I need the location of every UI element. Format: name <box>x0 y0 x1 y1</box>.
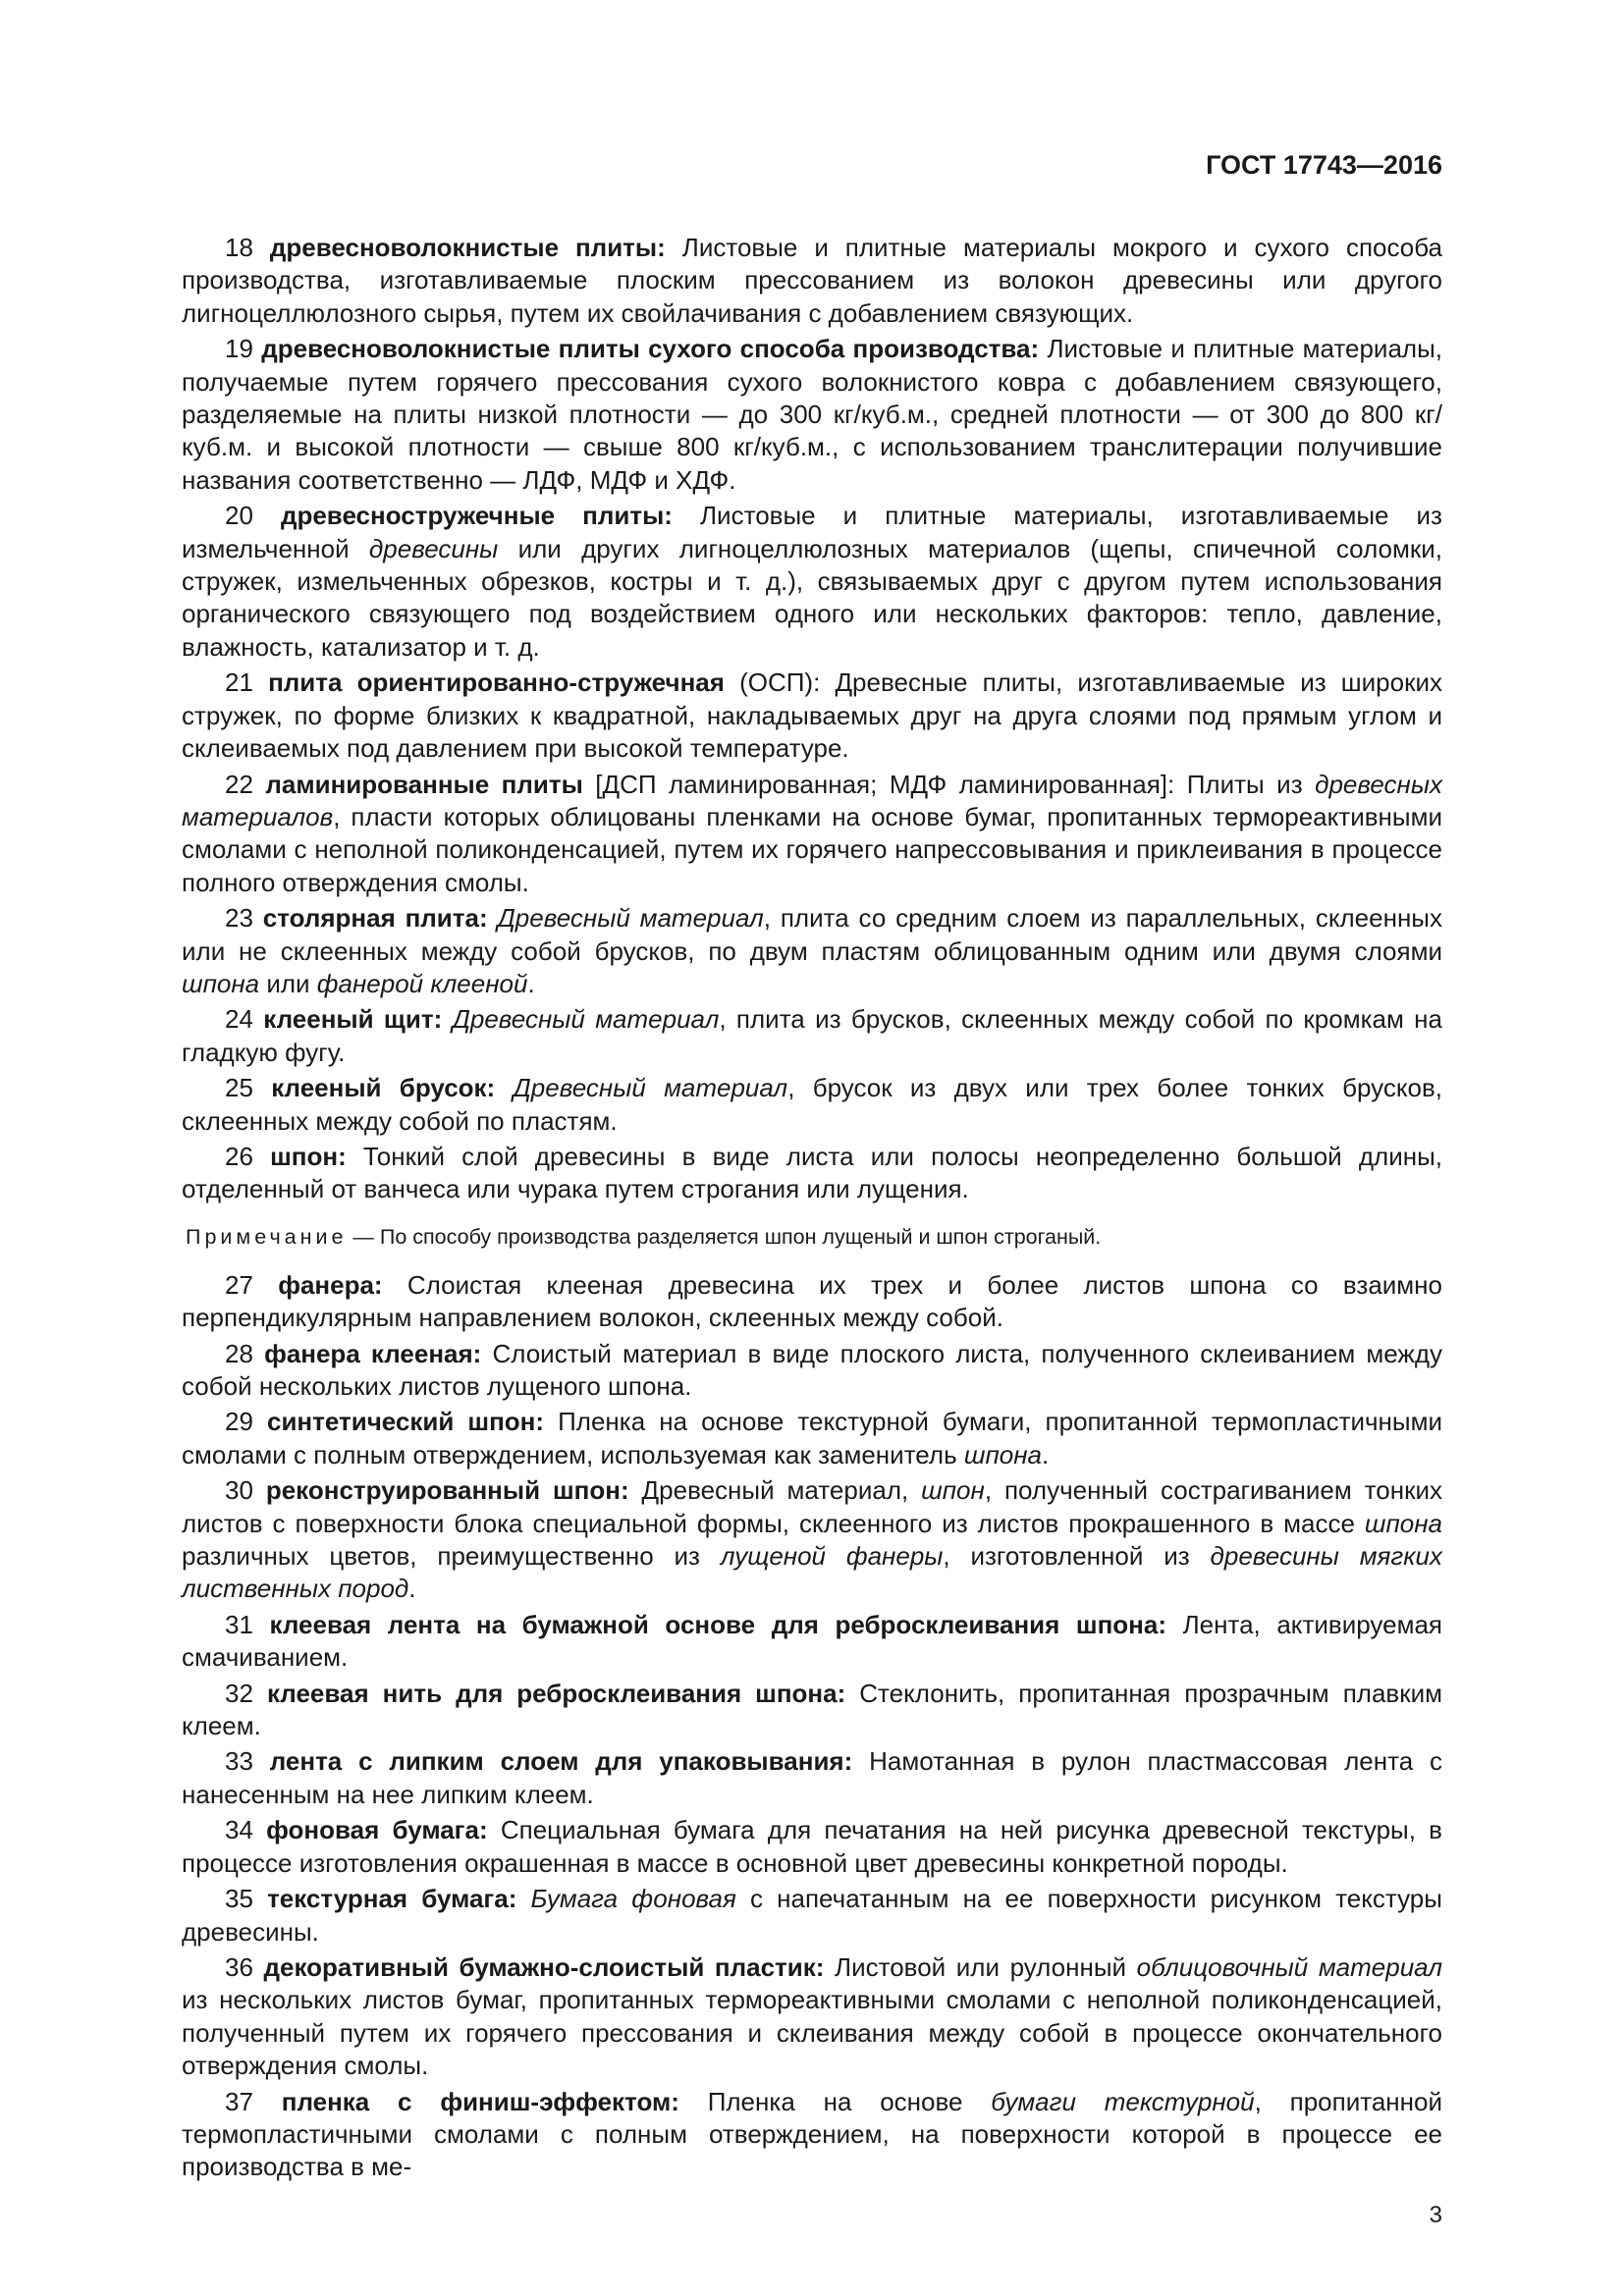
entry-text: . <box>527 968 535 998</box>
entry-text: , брусок из двух или трех более тонких брусков, склеенных между собой по пластям. <box>182 1073 1443 1136</box>
entry-text: Листовые и плитные материалы, изготавливаемые из измельченной <box>182 501 1442 563</box>
entry-text: , плита из брусков, склеенных между собой по кромкам на гладкую фугу. <box>182 1004 1442 1067</box>
entry-number: 36 <box>225 1951 253 1982</box>
entry-text: Листовой или рулонный <box>824 1951 1137 1982</box>
definitions-list <box>182 232 1442 1206</box>
definition-entry <box>182 1141 1442 1206</box>
definition-entry <box>182 232 1442 330</box>
definition-entry <box>182 1745 1442 1811</box>
entry-italic-text: шпона <box>1364 1508 1442 1538</box>
entry-text: Листовые и плитные материалы, получаемые путем горячего прессования сухого волокнистого ковра с добавлением связующего, разделяемые на плиты низкой плотности — до 300 кг/куб.м., средней плотности — от 300 до 800 кг/куб.м. и высокой плотности — свыше 800 кг/куб.м., с использованием транслитерации получившие названия соответственно — ЛДФ, МДФ и ХДФ. <box>182 334 1443 495</box>
entry-text: (ОСП): Древесные плиты, изготавливаемые из широких стружек, по форме близких к квадратной, накладываемых друг на друга слоями под прямым углом и склеиваемых под давлением при высокой температуре. <box>182 667 1443 764</box>
entry-term: синтетический шпон: <box>266 1407 545 1437</box>
entry-term: лента с липким слоем для упаковывания: <box>269 1746 853 1777</box>
entry-number: 23 <box>225 903 253 934</box>
page-number: 3 <box>1429 2202 1442 2228</box>
definition-entry <box>182 1474 1442 1606</box>
entry-text <box>442 1004 452 1034</box>
entry-italic-text: Древесный материал <box>513 1073 788 1103</box>
entry-text <box>516 1884 530 1913</box>
entry-number: 33 <box>225 1746 253 1777</box>
definition-entry <box>182 1003 1442 1069</box>
entry-text: . <box>1041 1439 1050 1469</box>
entry-text: Пленка на основе текстурной бумаги, пропитанной термопластичными смолами с полным отверждением, используемая как заменитель <box>182 1407 1442 1469</box>
entry-number: 30 <box>225 1475 253 1506</box>
entry-number: 37 <box>225 2086 253 2116</box>
entry-italic-text: облицовочный материал <box>1136 1951 1442 1982</box>
entry-term: клееный брусок: <box>271 1073 496 1103</box>
note-text: — По способу производства разделяется шпон лущеный и шпон строганый. <box>347 1224 1102 1249</box>
entry-text: различных цветов, преимущественно из <box>182 1541 721 1572</box>
entry-term: фанера клееная: <box>264 1338 482 1368</box>
entry-term: плита ориентированно-стружечная <box>268 667 725 698</box>
definition-entry <box>182 1406 1442 1471</box>
definition-entry <box>182 1883 1442 1949</box>
entry-number: 29 <box>225 1407 253 1437</box>
entry-text: Лента, активируемая смачиванием. <box>182 1609 1442 1673</box>
entry-term: клееный щит: <box>263 1004 443 1035</box>
entry-term: пленка с финиш-эффектом: <box>281 2086 679 2116</box>
entry-number: 35 <box>225 1884 253 1914</box>
entry-italic-text: лущеной фанеры <box>720 1541 944 1572</box>
definition-entry <box>182 500 1442 664</box>
entry-italic-text: Древесный материал <box>452 1004 720 1035</box>
entry-term: фоновая бумага: <box>266 1815 488 1845</box>
entry-text: , пласти которых облицованы пленками на основе бумаг, пропитанных термореактивными смолами с неполной поликонденсацией, путем их горячего напрессовывания и приклеивания в процессе полного отверждения смолы. <box>182 801 1442 897</box>
entry-term: реконструированный шпон: <box>265 1475 629 1506</box>
entry-text: Намотанная в рулон пластмассовая лента с нанесенным на нее липким клеем. <box>182 1746 1442 1809</box>
entry-number: 19 <box>225 334 253 364</box>
definitions-list-continued <box>182 1269 1442 2184</box>
entry-italic-text: шпон <box>921 1475 985 1506</box>
entry-number: 26 <box>225 1141 253 1171</box>
entry-text: Специальная бумага для печатания на ней рисунка древесной текстуры, в процессе изготовления окрашенная в массе в основной цвет древесины конкретной породы. <box>182 1815 1442 1878</box>
entry-italic-text: древесины мягких лиственных пород <box>182 1541 1442 1604</box>
entry-term: текстурная бумага: <box>267 1884 517 1914</box>
note-label: Примечание <box>186 1224 348 1249</box>
entry-text: , изготовленной из <box>943 1541 1211 1572</box>
entry-italic-text: фанерой клееной <box>316 968 528 998</box>
entry-term: клеевая нить для ребросклеивания шпона: <box>266 1678 846 1708</box>
entry-text: Древесный материал, <box>628 1475 922 1506</box>
entry-text: , пропитанной термопластичными смолами с полным отверждением, на поверхности которой в процессе ее производства в ме- <box>182 2086 1443 2182</box>
entry-text: Слоистый материал в виде плоского листа, полученного склеиванием между собой нескольких листов лущеного шпона. <box>182 1338 1442 1401</box>
definition-entry <box>182 1678 1442 1743</box>
entry-number: 18 <box>225 233 253 262</box>
definition-entry <box>182 1609 1442 1675</box>
entry-number: 34 <box>225 1815 253 1845</box>
note <box>182 1222 1442 1252</box>
entry-text: Слоистая клееная древесина их трех и более листов шпона со взаимно перпендикулярным направлением волокон, склеенных между собой. <box>182 1269 1443 1333</box>
entry-text: из нескольких листов бумаг, пропитанных термореактивными смолами с неполной поликонденсацией, полученный путем их горячего прессования и склеивания между собой в процессе окончательного отверждения смолы. <box>182 1985 1442 2081</box>
entry-italic-text: древесных материалов <box>182 769 1442 831</box>
entry-number: 24 <box>225 1004 253 1035</box>
document-id-header: ГОСТ 17743—2016 <box>1206 150 1442 180</box>
entry-italic-text: Древесный материал <box>497 903 764 934</box>
entry-text: Листовые и плитные материалы мокрого и сухого способа производства, изготавливаемые плоским прессованием из волокон древесины или другого лигноцеллюлозного сырья, путем их свойлачивания с добавлением связующих. <box>182 233 1443 328</box>
entry-italic-text: бумаги текстурной <box>991 2086 1255 2116</box>
entry-term: древесноволокнистые плиты сухого способа производства: <box>261 334 1040 364</box>
entry-text: [ДСП ламинированная; МДФ ламинированная]: Плиты из <box>582 769 1316 799</box>
definition-entry <box>182 902 1442 1000</box>
entry-term: декоративный бумажно-слоистый пластик: <box>263 1951 825 1982</box>
entry-text <box>488 903 498 933</box>
entry-text <box>495 1073 513 1102</box>
definition-entry <box>182 667 1442 765</box>
entry-number: 32 <box>225 1678 253 1708</box>
entry-number: 21 <box>225 667 253 698</box>
entry-text: , плита со средним слоем из параллельных, склеенных или не склеенных между собой брусков, по двум пластям облицованным одним или двумя слоями <box>182 903 1442 966</box>
definition-entry <box>182 1269 1442 1335</box>
definition-entry <box>182 1072 1442 1138</box>
entry-number: 31 <box>225 1609 253 1639</box>
entry-number: 28 <box>225 1338 253 1368</box>
entry-text: . <box>408 1574 416 1604</box>
entry-text: или других лигноцеллюлозных материалов (щепы, спичечной соломки, стружек, измельченных обрезков, костры и т. д.), связываемых друг с другом путем использования органического связующего под воздействием одного или нескольких факторов: тепло, давление, влажность, катализатор и т. д. <box>182 533 1442 662</box>
entry-term: древесностружечные плиты: <box>280 501 673 531</box>
entry-italic-text: шпона <box>963 1439 1042 1469</box>
entry-term: клеевая лента на бумажной основе для ребросклеивания шпона: <box>269 1609 1166 1639</box>
entry-text: или <box>259 968 317 998</box>
definition-entry <box>182 1338 1442 1404</box>
entry-text: Тонкий слой древесины в виде листа или полосы неопределенно большой длины, отделенный от ванчеса или чурака путем строгания или лущения. <box>182 1141 1442 1204</box>
entry-number: 27 <box>225 1269 253 1300</box>
entry-term: ламинированные плиты <box>265 769 583 799</box>
entry-italic-text: шпона <box>182 968 260 998</box>
entry-number: 20 <box>225 501 253 531</box>
entry-text: с напечатанным на ее поверхности рисунком текстуры древесины. <box>182 1884 1442 1947</box>
entry-term: древесноволокнистые плиты: <box>269 233 666 262</box>
entry-term: шпон: <box>270 1141 347 1171</box>
entry-term: столярная плита: <box>262 903 488 934</box>
definition-entry <box>182 333 1442 497</box>
entry-text: , полученный сострагиванием тонких листов с поверхности блока специальной формы, склеенного из листов прокрашенного в массе <box>182 1475 1442 1538</box>
entry-text: Стеклонить, пропитанная прозрачным плавким клеем. <box>182 1678 1442 1741</box>
definition-entry <box>182 2086 1442 2184</box>
entry-number: 25 <box>225 1073 253 1103</box>
entry-number: 22 <box>225 769 253 799</box>
entry-italic-text: древесины <box>368 533 499 563</box>
entry-text: Пленка на основе <box>678 2086 992 2116</box>
entry-term: фанера: <box>278 1269 383 1300</box>
definition-entry <box>182 769 1442 900</box>
definition-entry <box>182 1951 1442 2083</box>
entry-italic-text: Бумага фоновая <box>530 1884 736 1914</box>
definition-entry <box>182 1814 1442 1880</box>
